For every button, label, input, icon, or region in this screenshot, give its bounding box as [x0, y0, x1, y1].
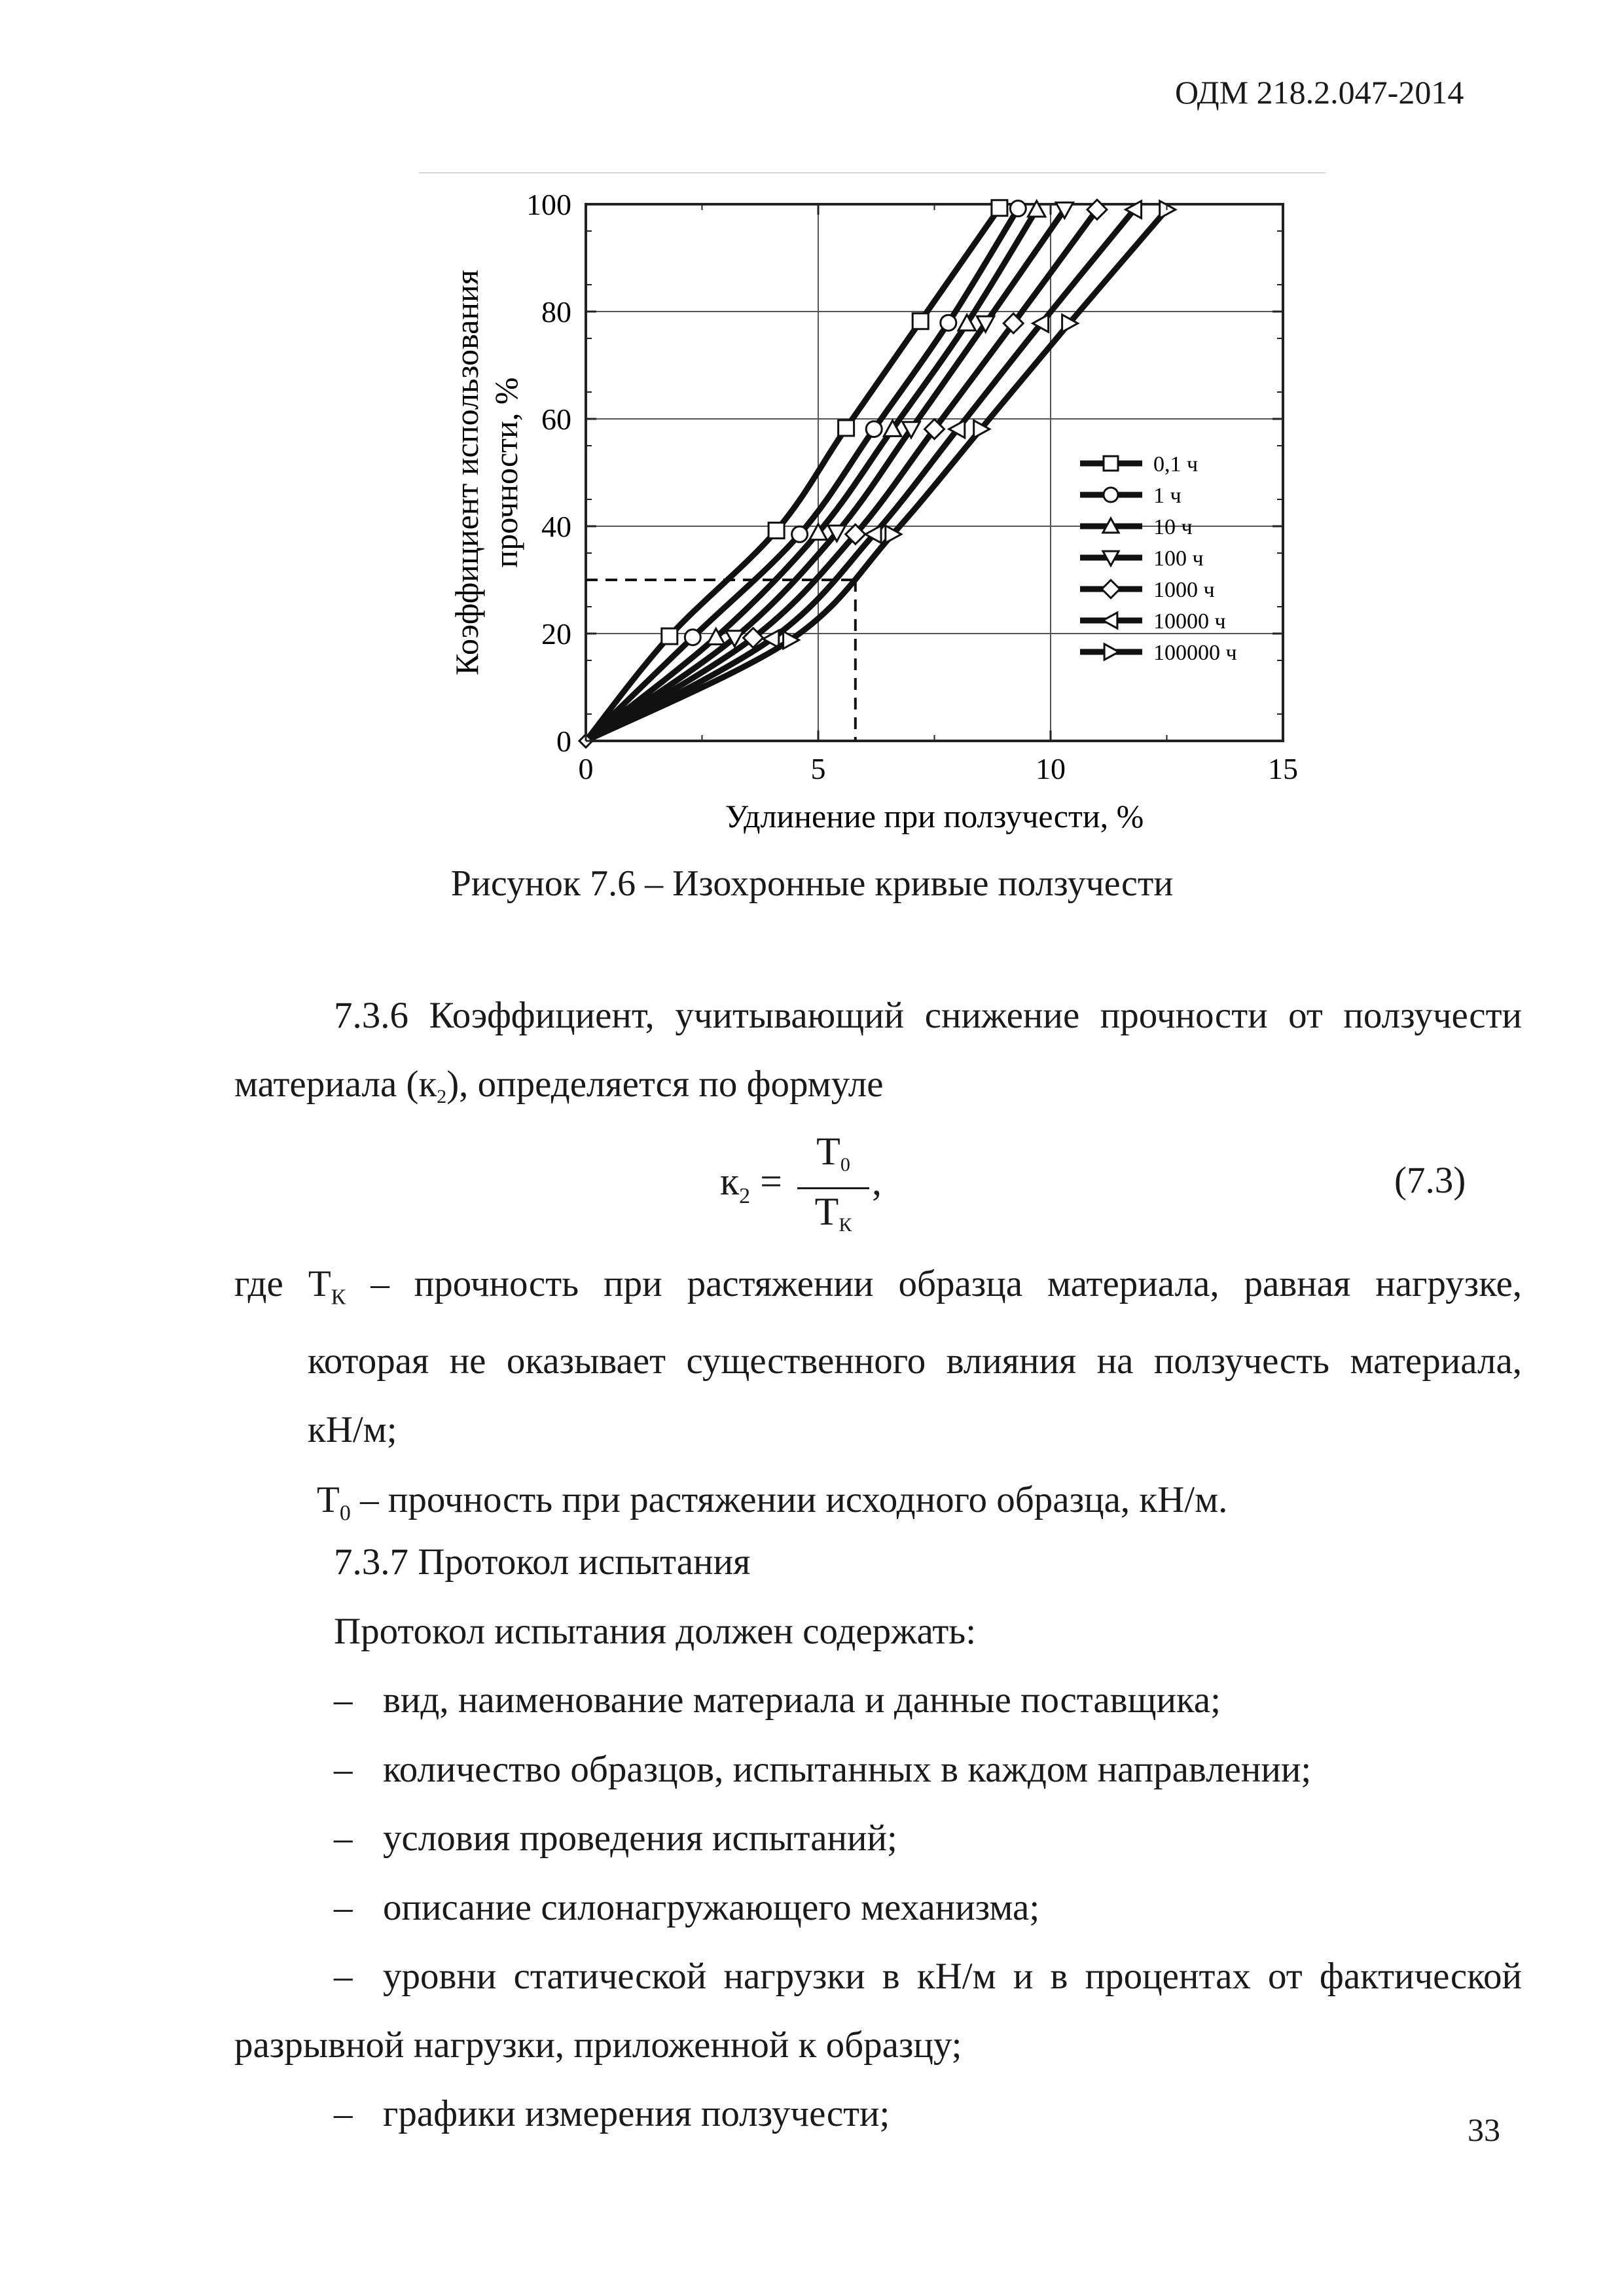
legend-marker [1104, 644, 1119, 660]
x-tick-label: 10 [1036, 752, 1066, 785]
legend-label: 100 ч [1153, 547, 1204, 571]
bullet-dash: – [334, 1818, 353, 1859]
y-tick-label: 0 [556, 725, 571, 758]
clause-736-line1: 7.3.6 Коэффициент, учитывающий снижение прочности от ползучести [334, 995, 1522, 1036]
clause-736-line2 [234, 1052, 884, 1130]
y-tick-label: 60 [541, 403, 571, 436]
definition-tk-line1 [234, 1251, 1522, 1330]
legend-marker [1104, 488, 1118, 502]
bullet-dash: – [334, 1887, 353, 1928]
clause-736-subscript: 2 [437, 1086, 447, 1107]
legend-marker [1102, 580, 1120, 598]
formula-lhs [720, 1159, 782, 1209]
data-point [912, 314, 928, 329]
formula-num-sub: 0 [840, 1154, 850, 1175]
tk-definition-text: – прочность при растяжении образца материала, равная нагрузке, [370, 1263, 1523, 1304]
legend-label: 1 ч [1153, 484, 1182, 508]
formula-7-3 [720, 1129, 890, 1247]
formula-number: (7.3) [1394, 1160, 1466, 1201]
formula-denominator [797, 1189, 869, 1236]
data-point [992, 200, 1007, 216]
page-number: 33 [1468, 2111, 1500, 2148]
data-point [1010, 201, 1026, 217]
formula-k: к [720, 1160, 740, 1203]
list-item [334, 1806, 897, 1871]
list-item-text: количество образцов, испытанных в каждом направлении; [383, 1749, 1312, 1790]
definition-tk-line3: кН/м; [308, 1409, 397, 1450]
list-item [334, 1944, 1522, 2009]
list-item [334, 1875, 1039, 1941]
tk-letter: Т [308, 1263, 331, 1304]
legend-label: 0,1 ч [1153, 452, 1199, 476]
t0-subscript: 0 [339, 1501, 351, 1526]
x-tick-label: 5 [810, 752, 826, 785]
clause-737-title: 7.3.7 Протокол испытания [334, 1541, 751, 1583]
clause-736-text-end: ), определяется по формуле [446, 1064, 884, 1105]
list-item-text: условия проведения испытаний; [383, 1818, 897, 1859]
where-word: где [234, 1263, 283, 1304]
t0-letter: Т [317, 1479, 340, 1520]
figure-caption: Рисунок 7.6 – Изохронные кривые ползучести [450, 863, 1174, 904]
list-item [334, 1737, 1311, 1803]
list-item [334, 2081, 890, 2147]
chart-series [579, 200, 1176, 747]
data-point [768, 523, 784, 539]
list-item-text: описание силонагружающего механизма; [383, 1887, 1040, 1928]
series-line [586, 208, 1000, 741]
legend-label: 10000 ч [1153, 609, 1226, 634]
x-tick-label: 0 [578, 752, 594, 785]
data-point [866, 422, 882, 437]
y-tick-label: 20 [541, 617, 571, 651]
y-tick-label: 80 [541, 295, 571, 329]
legend-label: 100000 ч [1153, 641, 1237, 665]
data-point [792, 526, 808, 542]
list-item-text: уровни статической нагрузки в кН/м и в процентах от фактической [383, 1956, 1522, 1997]
document-code: ОДМ 218.2.047-2014 [1175, 74, 1464, 111]
x-tick-label: 15 [1268, 752, 1298, 785]
bullet-dash: – [334, 1956, 353, 1997]
formula-k-sub: 2 [739, 1184, 751, 1208]
x-axis-label: Удлинение при ползучести, % [725, 798, 1144, 834]
clause-736-text: материала (к [234, 1064, 437, 1105]
clause-737-intro: Протокол испытания должен содержать: [334, 1611, 977, 1652]
t0-symbol [317, 1479, 351, 1526]
definition-tk-line2: которая не оказывает существенного влияния на ползучесть материала, [308, 1340, 1522, 1382]
series-group [586, 202, 1074, 741]
series-line [586, 209, 1064, 741]
list-item-continuation: разрывной нагрузки, приложенной к образцу; [234, 2024, 962, 2066]
formula-equals: = [760, 1160, 782, 1203]
y-axis-label [448, 270, 524, 675]
data-point [685, 630, 700, 645]
list-item-text: графики измерения ползучести; [383, 2093, 890, 2134]
legend-marker [1104, 456, 1118, 471]
y-tick-label: 40 [541, 510, 571, 543]
formula-comma: , [872, 1160, 882, 1203]
data-point [662, 628, 677, 644]
tk-subscript: К [331, 1285, 346, 1310]
y-axis-label-line1: Коэффициент использования [448, 270, 485, 675]
legend-label: 1000 ч [1153, 578, 1215, 602]
legend-label: 10 ч [1153, 515, 1193, 539]
list-item-text: вид, наименование материала и данные поставщика; [383, 1679, 1221, 1721]
formula-t: Т [816, 1130, 840, 1173]
bullet-dash: – [334, 2093, 353, 2134]
isochronous-creep-chart [419, 177, 1335, 851]
data-point [941, 315, 956, 331]
bullet-dash: – [334, 1679, 353, 1721]
formula-numerator [797, 1129, 869, 1176]
header-divider [419, 172, 1326, 173]
legend-marker [1103, 613, 1117, 628]
tk-symbol [308, 1263, 346, 1310]
t0-definition-text: – прочность при растяжении исходного образца, кН/м. [360, 1479, 1228, 1520]
list-item [334, 1668, 1221, 1733]
data-point [839, 420, 854, 436]
y-axis-label-line2: прочности, % [488, 377, 524, 568]
formula-t-den: Т [814, 1190, 839, 1233]
formula-den-sub: К [839, 1214, 852, 1236]
bullet-dash: – [334, 1749, 353, 1790]
y-tick-label: 100 [526, 188, 571, 221]
